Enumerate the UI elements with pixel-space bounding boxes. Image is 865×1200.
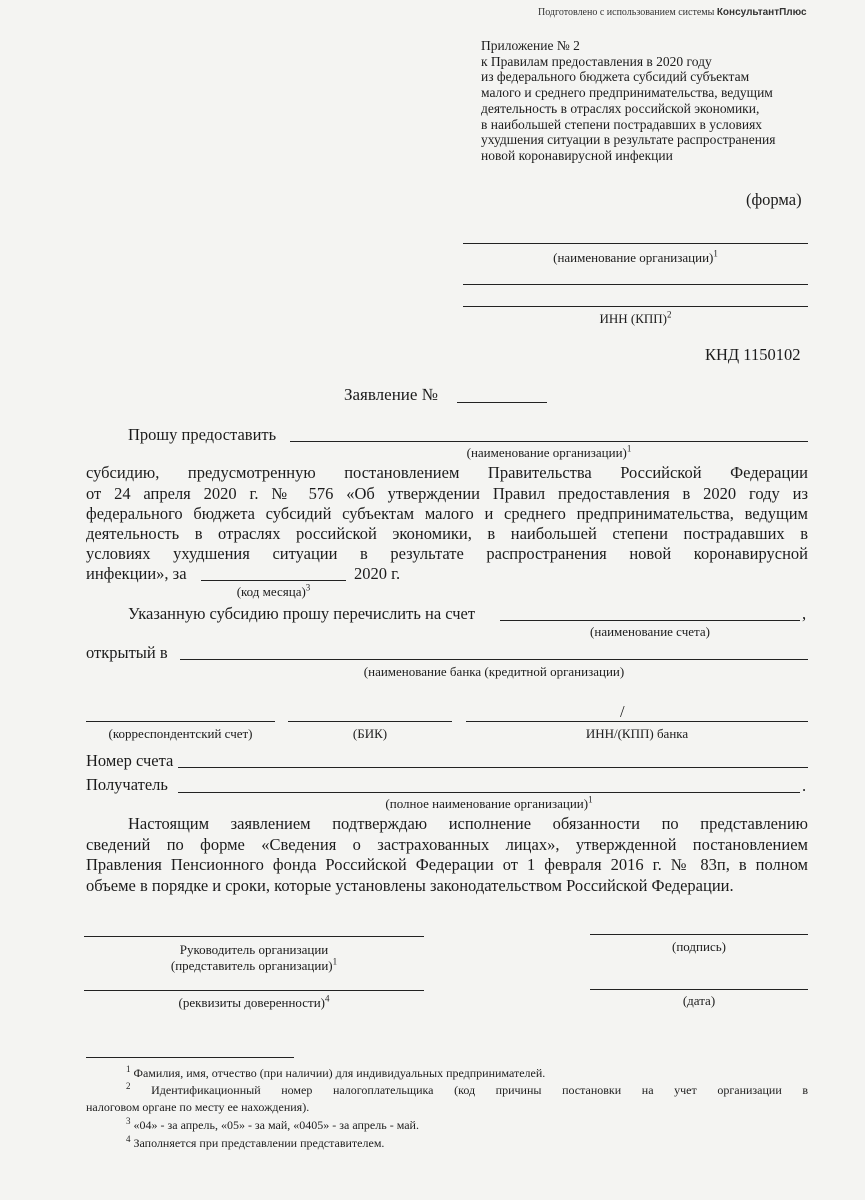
- bank-inn-field[interactable]: [466, 721, 808, 722]
- footnote-ref: 3: [305, 582, 311, 593]
- appendix-line: к Правилам предоставления в 2020 году: [481, 53, 712, 69]
- footnote-ref: 1: [588, 794, 593, 805]
- footnote-text: Фамилия, имя, отчество (при наличии) для индивидуальных предпринимателей.: [133, 1066, 546, 1080]
- recipient-caption: [178, 796, 800, 812]
- caption-text: (наименование организации): [466, 445, 627, 460]
- account-number-field[interactable]: [178, 767, 808, 768]
- prepared-prefix: Подготовлено с использованием системы: [538, 7, 715, 18]
- caption-text: (код месяца): [236, 584, 306, 599]
- footnote-ref: 4: [324, 993, 330, 1004]
- power-of-attorney-field[interactable]: [84, 990, 424, 991]
- request-line: условиях ухудшения ситуации в результате распространения новой коронавирусной: [86, 544, 808, 563]
- footnote-number: 2: [126, 1081, 131, 1091]
- caption-text: (реквизиты доверенности): [178, 995, 325, 1010]
- corr-account-field[interactable]: [86, 721, 275, 722]
- account-name-caption: (наименование счета): [590, 624, 710, 639]
- account-name-field[interactable]: [500, 620, 800, 621]
- footnote-number: 1: [126, 1064, 131, 1074]
- footnote-text: «04» - за апрель, «05» - за май, «0405» - за апрель - май.: [133, 1118, 419, 1132]
- head-caption-line: Руководитель организации: [179, 942, 329, 957]
- appendix-line: ухудшения ситуации в результате распространения: [481, 132, 776, 148]
- appendix-line: из федерального бюджета субсидий субъектам: [481, 69, 750, 85]
- footnote-divider: [86, 1057, 294, 1058]
- confirmation-line: объеме в порядке и сроки, которые установлены законодательством Российской Федерации.: [86, 875, 734, 895]
- form-label: (форма): [746, 190, 802, 209]
- request-org-field[interactable]: [290, 441, 808, 442]
- org-name-field[interactable]: [463, 243, 808, 244]
- footnote-3: [126, 1118, 419, 1133]
- appendix-line: новой коронавирусной инфекции: [481, 147, 673, 163]
- request-line: субсидию, предусмотренную постановлением Правительства Российской Федерации: [86, 463, 808, 482]
- caption-text: (наименование организации): [553, 250, 714, 265]
- power-of-attorney-caption: [84, 995, 424, 1011]
- application-number-field[interactable]: [457, 402, 547, 403]
- footnote-2-cont: налоговом органе по месту ее нахождения).: [86, 1100, 310, 1114]
- footnote-ref: 1: [713, 248, 718, 259]
- date-caption: (дата): [682, 993, 716, 1008]
- appendix-line: малого и среднего предпринимательства, ведущим: [481, 85, 773, 101]
- org-name-caption: [463, 250, 808, 266]
- appendix-line: деятельность в отраслях российской экономики,: [481, 100, 760, 116]
- confirmation-paragraph: [86, 814, 808, 896]
- footnote-number: 4: [126, 1134, 131, 1144]
- brand-name: КонсультантПлюс: [716, 7, 807, 18]
- request-org-caption: [290, 445, 808, 461]
- request-last-line-prefix: инфекции», за: [86, 564, 187, 583]
- year-suffix: 2020 г.: [354, 564, 401, 583]
- request-line: от 24 апреля 2020 г. № 576 «Об утверждении Правил предоставления в 2020 году из: [86, 484, 808, 503]
- head-caption: [84, 942, 424, 974]
- bank-inn-caption: ИНН/(КПП) банка: [585, 726, 689, 741]
- footnote-2: [126, 1083, 808, 1098]
- request-line: деятельность в отраслях российской экономики, в наибольшей степени пострадавших в: [86, 524, 808, 543]
- corr-account-caption: (корреспондентский счет): [108, 726, 253, 741]
- head-caption-line-2: [84, 958, 424, 974]
- opened-in-label: открытый в: [86, 643, 168, 662]
- footnote-text: Идентификационный номер налогоплательщика (код причины постановки на учет организации в: [151, 1083, 809, 1097]
- caption-text: (полное наименование организации): [385, 796, 589, 811]
- caption-text: (представитель организации): [170, 958, 333, 973]
- footnote-4: [126, 1136, 384, 1151]
- recipient-field[interactable]: [178, 792, 800, 793]
- caption-text: ИНН (КПП): [599, 311, 668, 326]
- appendix-line: Приложение № 2: [481, 38, 580, 53]
- footnote-ref: 1: [332, 956, 338, 967]
- knd-code: КНД 1150102: [705, 345, 801, 364]
- inn-field[interactable]: [463, 306, 808, 307]
- recipient-period: .: [802, 776, 807, 795]
- footnote-text: Заполняется при представлении представителем.: [133, 1136, 385, 1150]
- transfer-comma: ,: [802, 604, 807, 623]
- confirmation-line: сведений по форме «Сведения о застрахованных лицах», утвержденной постановлением: [86, 834, 808, 854]
- footnote-number: 3: [126, 1116, 131, 1126]
- date-field[interactable]: [590, 989, 808, 990]
- prepared-with-header: [538, 7, 807, 18]
- footnote-1: [126, 1066, 545, 1081]
- recipient-label: Получатель: [86, 775, 168, 794]
- bank-name-field[interactable]: [180, 659, 808, 660]
- title-label: Заявление №: [344, 385, 438, 404]
- bik-caption: (БИК): [352, 726, 388, 741]
- month-code-caption: [201, 584, 346, 600]
- inn-kpp-slash: /: [620, 702, 625, 721]
- application-title: [344, 385, 438, 405]
- signature-caption: (подпись): [672, 939, 726, 954]
- bik-field[interactable]: [288, 721, 452, 722]
- confirmation-line: Настоящим заявлением подтверждаю исполнение обязанности по представлению: [128, 814, 808, 833]
- confirmation-line: Правления Пенсионного фонда Российской Федерации от 1 февраля 2016 г. № 83п, в полном: [86, 855, 808, 874]
- signature-field[interactable]: [590, 934, 808, 935]
- transfer-text: Указанную субсидию прошу перечислить на счет: [128, 604, 476, 623]
- org-name-field-2[interactable]: [463, 284, 808, 285]
- month-code-field[interactable]: [201, 580, 346, 581]
- footnote-ref: 1: [626, 443, 632, 454]
- appendix-line: в наибольшей степени пострадавших в условиях: [481, 116, 763, 132]
- bank-name-caption: (наименование банка (кредитной организации): [363, 664, 625, 679]
- head-name-field[interactable]: [84, 936, 424, 937]
- request-prefix: Прошу предоставить: [128, 425, 277, 444]
- footnote-ref: 2: [667, 309, 672, 320]
- appendix-block: [481, 38, 775, 164]
- account-number-label: Номер счета: [86, 751, 174, 770]
- request-line: федерального бюджета субсидий субъектам малого и среднего предпринимательства, ведущим: [86, 504, 808, 523]
- inn-caption: [463, 311, 808, 327]
